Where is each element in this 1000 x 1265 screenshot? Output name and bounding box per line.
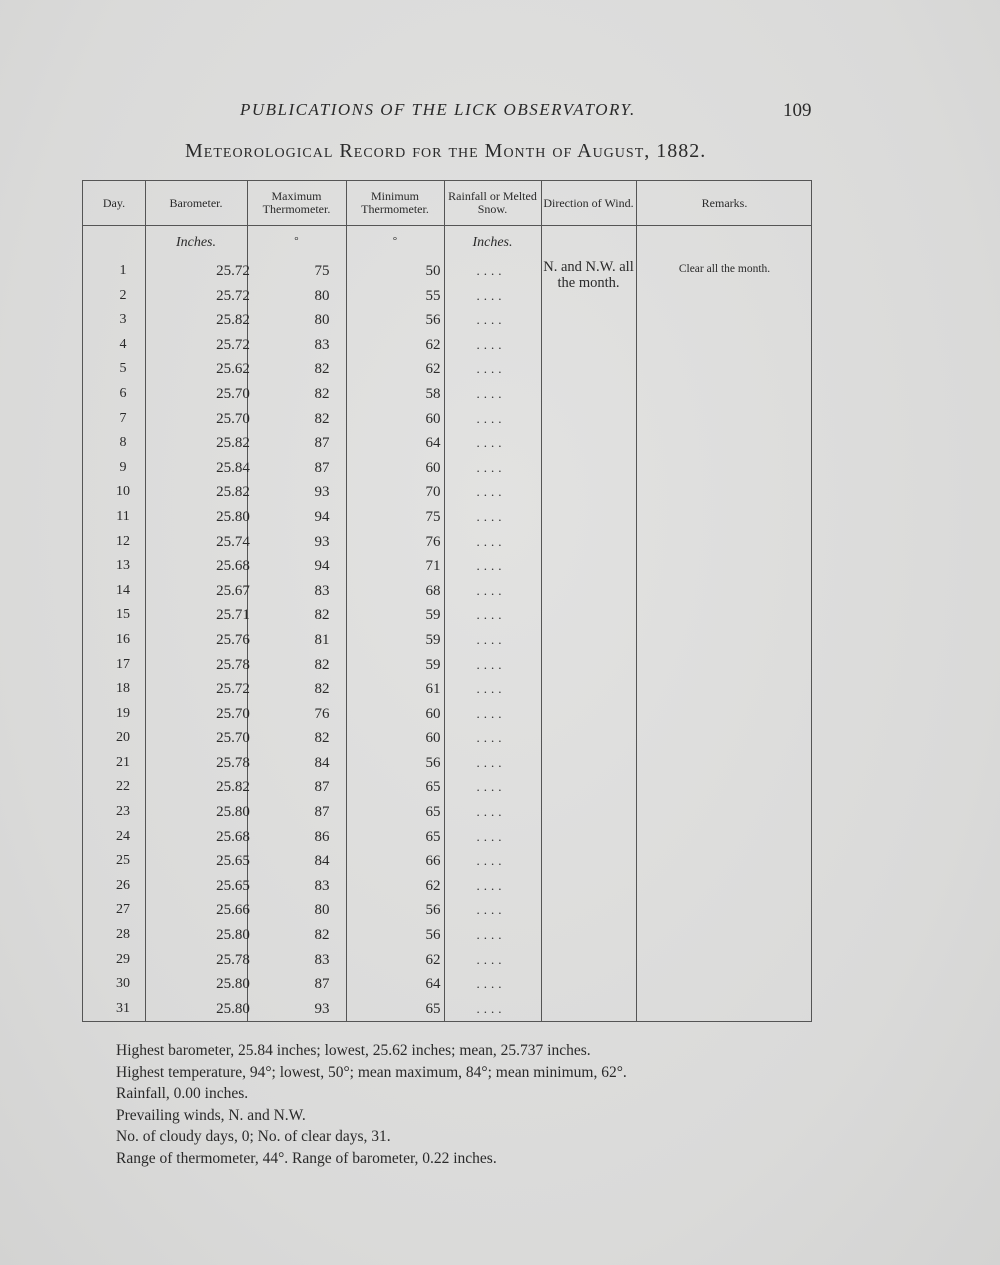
max-thermometer-cell: 86	[314, 828, 330, 845]
max-thermometer-cell: 87	[314, 976, 330, 993]
table-row	[83, 333, 813, 358]
day-cell: 2	[119, 287, 127, 303]
barometer-cell: 25.84	[216, 459, 250, 476]
table-row	[83, 898, 813, 923]
min-thermometer-cell: 62	[425, 361, 441, 378]
rainfall-cell: ....	[476, 312, 506, 328]
rainfall-cell: ....	[476, 951, 506, 967]
max-thermometer-cell: 82	[314, 730, 330, 747]
unit-rainfall: Inches.	[472, 235, 513, 250]
max-thermometer-cell: 80	[314, 902, 330, 919]
rainfall-cell: ....	[476, 681, 506, 697]
day-cell: 7	[119, 410, 127, 426]
min-thermometer-cell: 70	[425, 484, 441, 501]
max-thermometer-cell: 87	[314, 435, 330, 452]
day-cell: 15	[116, 607, 130, 623]
table-row	[83, 480, 813, 505]
max-thermometer-cell: 87	[314, 779, 330, 796]
unit-min-thermometer: °	[392, 235, 398, 247]
summary	[116, 1040, 627, 1169]
day-cell: 17	[116, 656, 130, 672]
max-thermometer-cell: 83	[314, 582, 330, 599]
barometer-cell: 25.82	[216, 312, 250, 329]
rainfall-cell: ....	[476, 435, 506, 451]
table-row	[83, 849, 813, 874]
day-cell: 28	[116, 927, 130, 943]
table-row	[83, 431, 813, 456]
table-row	[83, 972, 813, 997]
max-thermometer-cell: 93	[314, 1000, 330, 1017]
min-thermometer-cell: 60	[425, 730, 441, 747]
day-cell: 9	[119, 459, 127, 475]
min-thermometer-cell: 64	[425, 976, 441, 993]
page-number: 109	[783, 100, 812, 121]
min-thermometer-cell: 59	[425, 631, 441, 648]
table-row	[83, 997, 813, 1022]
rainfall-cell: ....	[476, 804, 506, 820]
barometer-cell: 25.70	[216, 385, 250, 402]
header-min-thermometer: Minimum Thermometer.	[361, 189, 429, 216]
min-thermometer-cell: 50	[425, 263, 441, 279]
min-thermometer-cell: 56	[425, 927, 441, 944]
barometer-cell: 25.72	[216, 287, 250, 304]
min-thermometer-cell: 65	[425, 779, 441, 796]
rainfall-cell: ....	[476, 582, 506, 598]
rainfall-cell: ....	[476, 263, 506, 278]
table-row	[83, 357, 813, 382]
table-row	[83, 800, 813, 825]
rainfall-cell: ....	[476, 508, 506, 524]
day-cell: 18	[116, 681, 130, 697]
max-thermometer-cell: 94	[314, 558, 330, 575]
rainfall-cell: ....	[476, 779, 506, 795]
barometer-cell: 25.65	[216, 853, 250, 870]
max-thermometer-cell: 76	[314, 705, 330, 722]
max-thermometer-cell: 87	[314, 804, 330, 821]
barometer-cell: 25.80	[216, 976, 250, 993]
table-row	[83, 751, 813, 776]
min-thermometer-cell: 60	[425, 410, 441, 427]
table-row	[83, 948, 813, 973]
day-cell: 5	[119, 361, 127, 377]
table-row	[83, 407, 813, 432]
day-cell: 19	[116, 705, 130, 721]
min-thermometer-cell: 60	[425, 705, 441, 722]
barometer-cell: 25.80	[216, 804, 250, 821]
rainfall-cell: ....	[476, 631, 506, 647]
day-cell: 10	[116, 484, 130, 500]
table-row	[83, 603, 813, 628]
unit-max-thermometer: °	[294, 235, 299, 247]
barometer-cell: 25.71	[216, 607, 250, 624]
day-cell: 25	[116, 853, 130, 869]
rainfall-cell: ....	[476, 410, 506, 426]
min-thermometer-cell: 71	[425, 558, 441, 575]
barometer-cell: 25.74	[216, 533, 250, 550]
max-thermometer-cell: 82	[314, 607, 330, 624]
day-cell: 13	[116, 558, 130, 574]
max-thermometer-cell: 80	[314, 312, 330, 329]
rainfall-cell: ....	[476, 533, 506, 549]
rainfall-cell: ....	[476, 336, 506, 352]
day-cell: 11	[116, 508, 130, 524]
barometer-cell: 25.68	[216, 828, 250, 845]
max-thermometer-cell: 75	[314, 263, 330, 279]
max-thermometer-cell: 82	[314, 681, 330, 698]
table-row	[83, 653, 813, 678]
summary-winds: Prevailing winds, N. and N.W.	[116, 1106, 306, 1124]
max-thermometer-cell: 87	[314, 459, 330, 476]
day-cell: 20	[116, 730, 130, 746]
day-cell: 1	[119, 263, 127, 278]
min-thermometer-cell: 76	[425, 533, 441, 550]
barometer-cell: 25.80	[216, 927, 250, 944]
max-thermometer-cell: 83	[314, 336, 330, 353]
rainfall-cell: ....	[476, 705, 506, 721]
barometer-cell: 25.72	[216, 263, 250, 279]
min-thermometer-cell: 60	[425, 459, 441, 476]
min-thermometer-cell: 65	[425, 1000, 441, 1017]
min-thermometer-cell: 62	[425, 336, 441, 353]
rainfall-cell: ....	[476, 976, 506, 992]
running-head	[0, 100, 1000, 126]
min-thermometer-cell: 62	[425, 951, 441, 968]
barometer-cell: 25.65	[216, 877, 250, 894]
max-thermometer-cell: 93	[314, 533, 330, 550]
rainfall-cell: ....	[476, 385, 506, 401]
barometer-cell: 25.70	[216, 705, 250, 722]
table-row	[83, 505, 813, 530]
rainfall-cell: ....	[476, 730, 506, 746]
remarks-note: Clear all the month.	[678, 263, 771, 275]
meteorological-table	[82, 180, 812, 1022]
min-thermometer-cell: 58	[425, 385, 441, 402]
header-rainfall: Rainfall or Melted Snow.	[448, 189, 537, 216]
rainfall-cell: ....	[476, 1000, 506, 1016]
barometer-cell: 25.72	[216, 681, 250, 698]
max-thermometer-cell: 82	[314, 656, 330, 673]
barometer-cell: 25.72	[216, 336, 250, 353]
day-cell: 23	[116, 804, 130, 820]
min-thermometer-cell: 75	[425, 508, 441, 525]
barometer-cell: 25.76	[216, 631, 250, 648]
max-thermometer-cell: 94	[314, 508, 330, 525]
max-thermometer-cell: 83	[314, 951, 330, 968]
rainfall-cell: ....	[476, 853, 506, 869]
table-row	[83, 775, 813, 800]
barometer-cell: 25.68	[216, 558, 250, 575]
table-row	[83, 702, 813, 727]
day-cell: 4	[119, 336, 127, 352]
max-thermometer-cell: 82	[314, 361, 330, 378]
max-thermometer-cell: 82	[314, 927, 330, 944]
max-thermometer-cell: 82	[314, 385, 330, 402]
summary-range: Range of thermometer, 44°. Range of barometer, 0.22 inches.	[116, 1149, 497, 1167]
rainfall-cell: ....	[476, 287, 506, 303]
day-cell: 26	[116, 877, 130, 893]
day-cell: 3	[119, 312, 127, 328]
rainfall-cell: ....	[476, 459, 506, 475]
table-row	[83, 456, 813, 481]
max-thermometer-cell: 84	[314, 853, 330, 870]
table-row	[83, 284, 813, 309]
day-cell: 8	[119, 435, 127, 451]
max-thermometer-cell: 81	[314, 631, 330, 648]
table-row	[83, 382, 813, 407]
day-cell: 16	[116, 631, 130, 647]
barometer-cell: 25.78	[216, 656, 250, 673]
wind-note: N. and N.W. all the month.	[543, 259, 634, 291]
rainfall-cell: ....	[476, 361, 506, 377]
rainfall-cell: ....	[476, 902, 506, 918]
min-thermometer-cell: 56	[425, 754, 441, 771]
table-row	[83, 825, 813, 850]
header-divider	[83, 225, 811, 226]
rainfall-cell: ....	[476, 607, 506, 623]
barometer-cell: 25.78	[216, 951, 250, 968]
min-thermometer-cell: 65	[425, 804, 441, 821]
rainfall-cell: ....	[476, 656, 506, 672]
header-wind: Direction of Wind.	[543, 195, 634, 210]
max-thermometer-cell: 82	[314, 410, 330, 427]
max-thermometer-cell: 84	[314, 754, 330, 771]
day-cell: 29	[116, 951, 130, 967]
day-cell: 6	[119, 385, 127, 401]
day-cell: 22	[116, 779, 130, 795]
running-title: PUBLICATIONS OF THE LICK OBSERVATORY.	[240, 100, 636, 119]
table-row	[83, 923, 813, 948]
barometer-cell: 25.70	[216, 410, 250, 427]
min-thermometer-cell: 62	[425, 877, 441, 894]
barometer-cell: 25.80	[216, 508, 250, 525]
min-thermometer-cell: 55	[425, 287, 441, 304]
min-thermometer-cell: 59	[425, 656, 441, 673]
summary-days: No. of cloudy days, 0; No. of clear days, 31.	[116, 1128, 391, 1145]
barometer-cell: 25.62	[216, 361, 250, 378]
rainfall-cell: ....	[476, 927, 506, 943]
barometer-cell: 25.80	[216, 1000, 250, 1017]
rainfall-cell: ....	[476, 828, 506, 844]
table-row	[83, 530, 813, 555]
rainfall-cell: ....	[476, 484, 506, 500]
max-thermometer-cell: 83	[314, 877, 330, 894]
max-thermometer-cell: 93	[314, 484, 330, 501]
min-thermometer-cell: 61	[425, 681, 441, 698]
header-remarks: Remarks.	[701, 195, 748, 210]
min-thermometer-cell: 56	[425, 902, 441, 919]
rainfall-cell: ....	[476, 754, 506, 770]
day-cell: 30	[116, 976, 130, 992]
table-row	[83, 628, 813, 653]
min-thermometer-cell: 56	[425, 312, 441, 329]
day-cell: 31	[116, 1000, 130, 1016]
table-row	[83, 579, 813, 604]
day-cell: 27	[116, 902, 130, 918]
day-cell: 12	[116, 533, 130, 549]
barometer-cell: 25.66	[216, 902, 250, 919]
barometer-cell: 25.70	[216, 730, 250, 747]
day-cell: 14	[116, 582, 130, 598]
min-thermometer-cell: 59	[425, 607, 441, 624]
table-body	[83, 259, 813, 1021]
day-cell: 24	[116, 828, 130, 844]
barometer-cell: 25.78	[216, 754, 250, 771]
header-barometer: Barometer.	[169, 195, 223, 210]
min-thermometer-cell: 68	[425, 582, 441, 599]
rainfall-cell: ....	[476, 558, 506, 574]
table-title: Meteorological Record for the Month of August, 1882.	[185, 140, 707, 162]
unit-barometer: Inches.	[175, 235, 217, 250]
summary-barometer: Highest barometer, 25.84 inches; lowest, 25.62 inches; mean, 25.737 inches.	[116, 1042, 591, 1059]
table-row	[83, 874, 813, 899]
table-row	[83, 308, 813, 333]
table-row	[83, 554, 813, 579]
header-max-thermometer: Maximum Thermometer.	[262, 189, 331, 216]
barometer-cell: 25.82	[216, 484, 250, 501]
header-day: Day.	[102, 195, 126, 210]
max-thermometer-cell: 80	[314, 287, 330, 304]
min-thermometer-cell: 65	[425, 828, 441, 845]
table-row	[83, 677, 813, 702]
rainfall-cell: ....	[476, 877, 506, 893]
barometer-cell: 25.82	[216, 435, 250, 452]
min-thermometer-cell: 64	[425, 435, 441, 452]
summary-rainfall: Rainfall, 0.00 inches.	[116, 1085, 249, 1102]
min-thermometer-cell: 66	[425, 853, 441, 870]
day-cell: 21	[116, 754, 130, 770]
summary-temperature: Highest temperature, 94°; lowest, 50°; mean maximum, 84°; mean minimum, 62°.	[116, 1063, 627, 1081]
barometer-cell: 25.82	[216, 779, 250, 796]
barometer-cell: 25.67	[216, 582, 250, 599]
table-row	[83, 726, 813, 751]
